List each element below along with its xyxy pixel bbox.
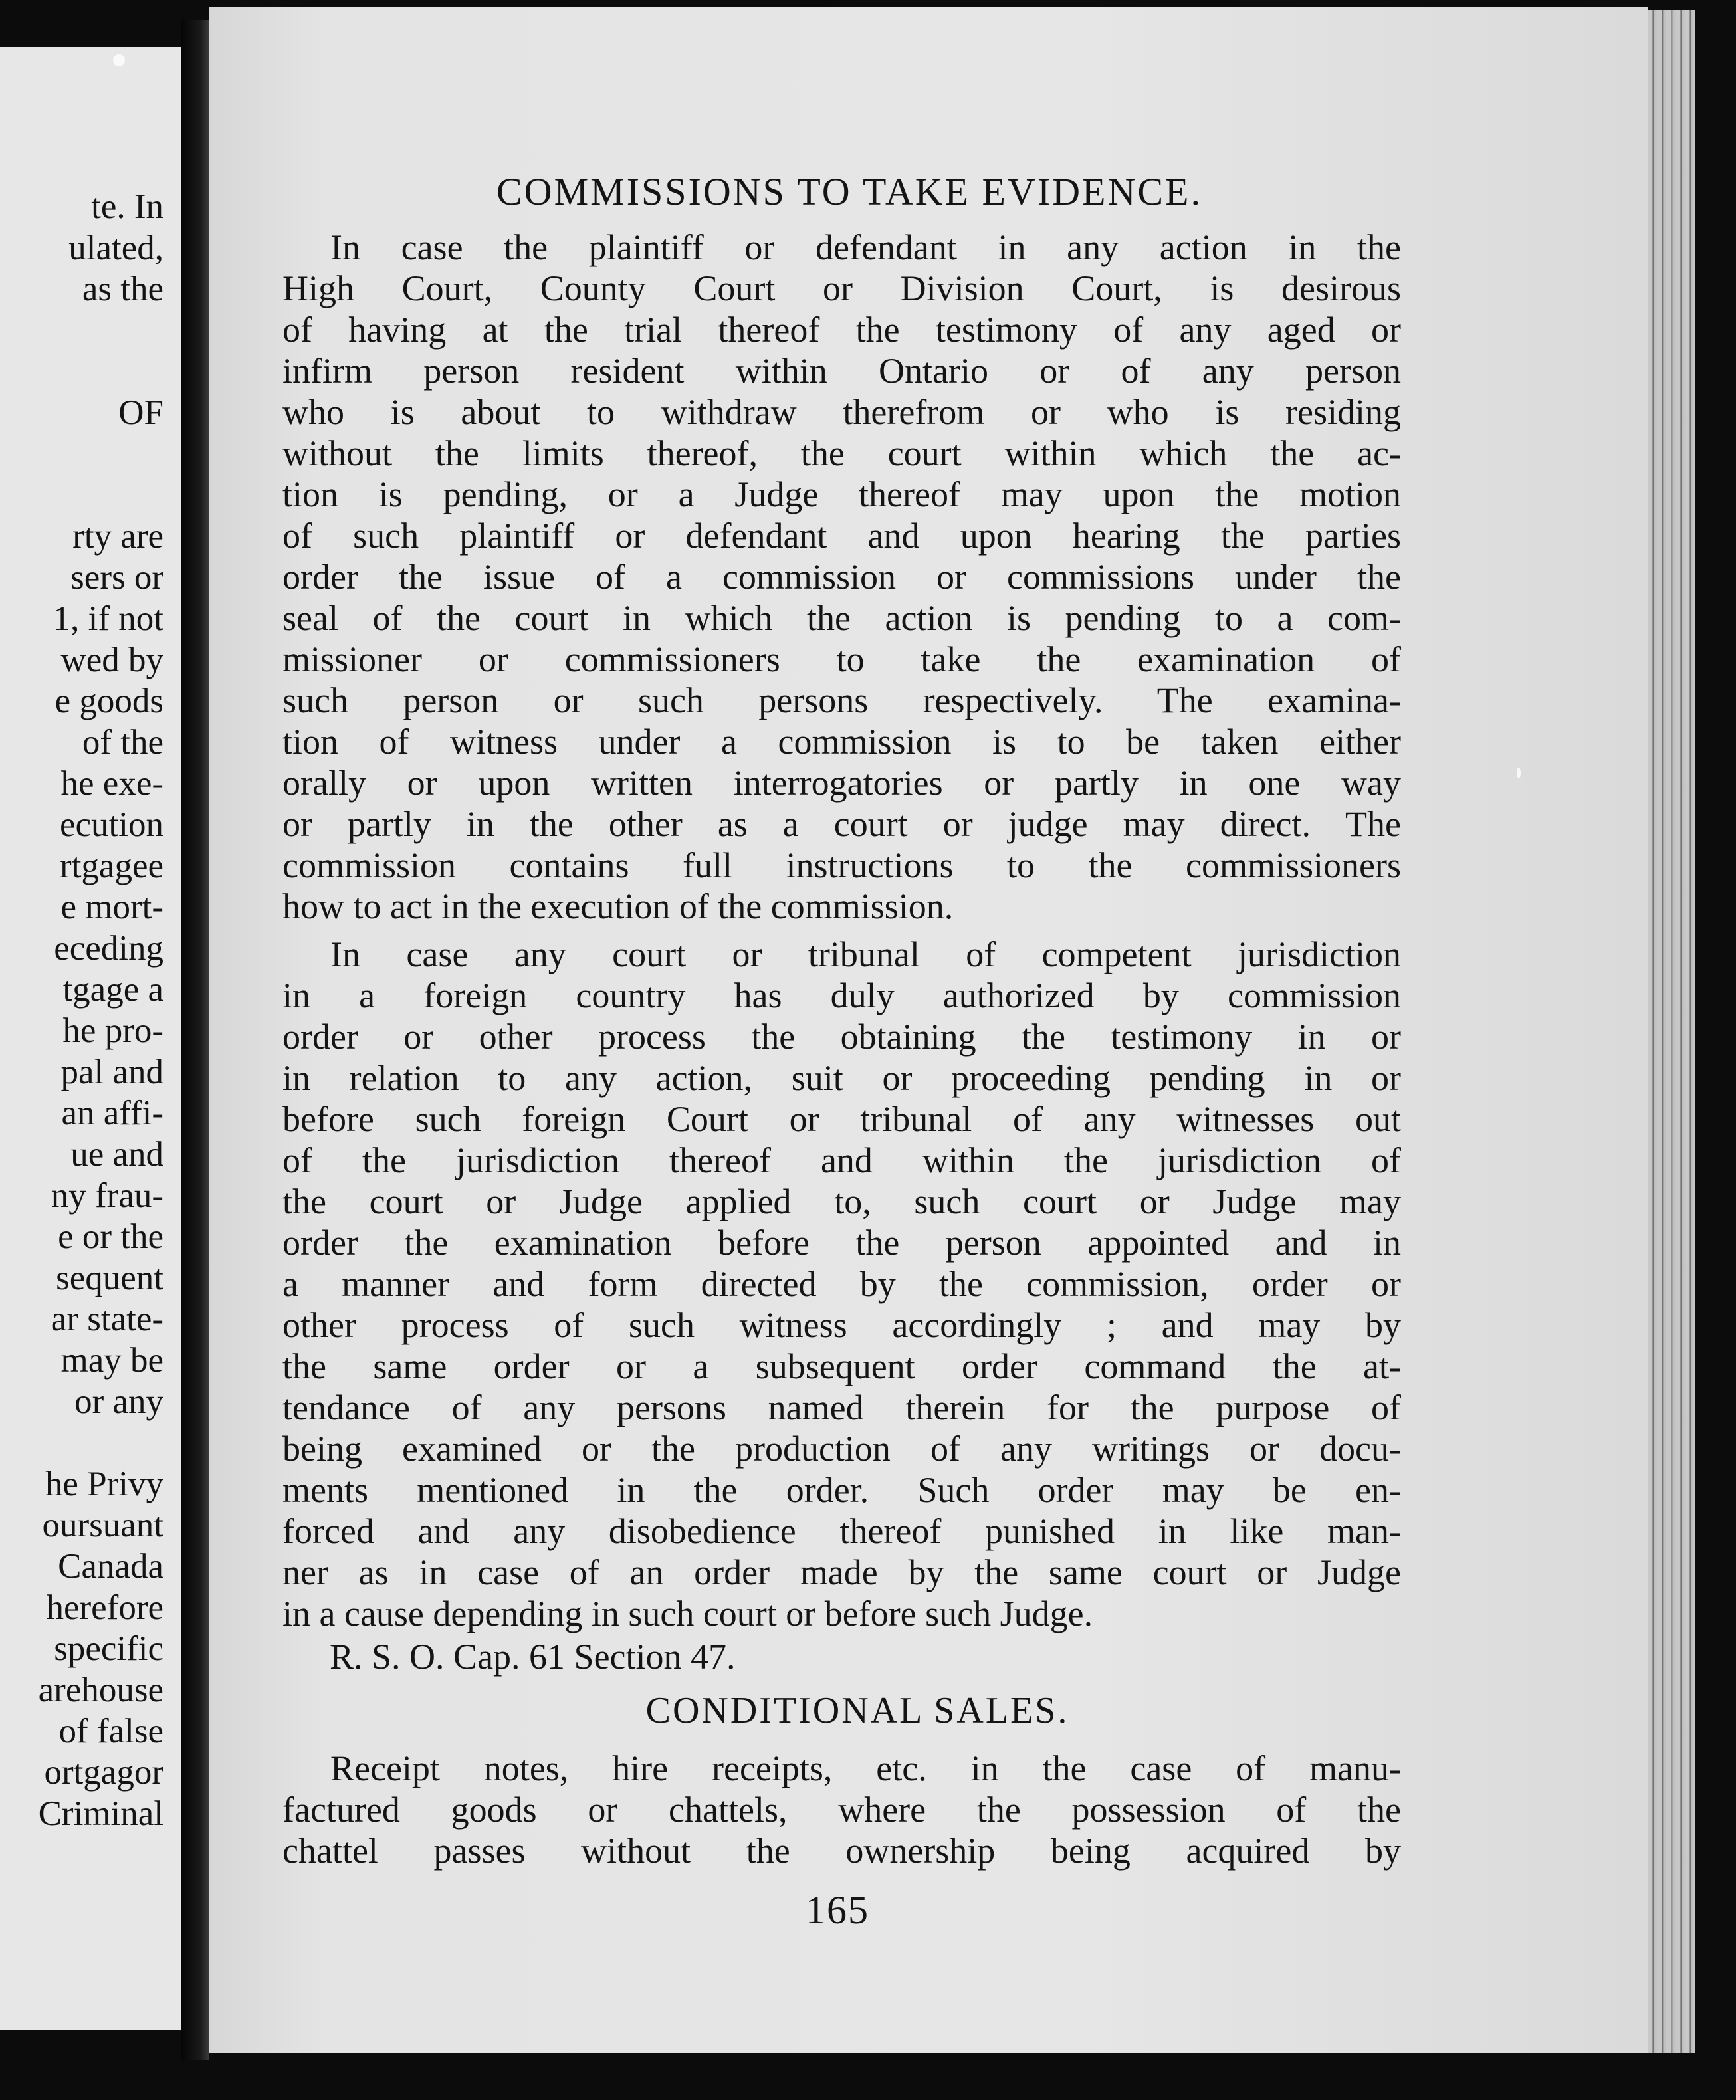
section-heading-conditional-sales: CONDITIONAL SALES. bbox=[645, 1690, 1069, 1731]
facing-page-line: te. In bbox=[91, 187, 163, 226]
text-line: of the jurisdiction thereof and within the jurisdiction of bbox=[282, 1140, 1401, 1180]
facing-page-line: as the bbox=[82, 270, 163, 308]
facing-page-line: of the bbox=[82, 723, 163, 762]
text-line: In case any court or tribunal of competent jurisdiction bbox=[330, 934, 1401, 974]
facing-page-line: tgage a bbox=[62, 970, 163, 1009]
facing-page-line: pal and bbox=[60, 1053, 163, 1091]
text-line: tendance of any persons named therein for the purpose of bbox=[282, 1388, 1401, 1427]
text-line: in a foreign country has duly authorized by commission bbox=[282, 976, 1401, 1015]
facing-page-line: or any bbox=[74, 1382, 163, 1421]
facing-page-line: rtgagee bbox=[60, 847, 163, 885]
text-line: in a cause depending in such court or before such Judge. bbox=[282, 1594, 1093, 1633]
facing-page-line: OF bbox=[118, 393, 163, 432]
text-line: commission contains full instructions to the commissioners bbox=[282, 845, 1401, 885]
text-line: tion is pending, or a Judge thereof may upon the motion bbox=[282, 474, 1401, 514]
text-line: how to act in the execution of the commission. bbox=[282, 887, 954, 926]
text-line: factured goods or chattels, where the possession of the bbox=[282, 1790, 1401, 1830]
text-line: without the limits thereof, the court within which the ac- bbox=[282, 433, 1401, 473]
facing-page-line: he Privy bbox=[45, 1465, 163, 1503]
text-line: order the issue of a commission or commissions under the bbox=[282, 557, 1401, 597]
page-number: 165 bbox=[806, 1888, 869, 1932]
facing-page-line: sers or bbox=[70, 558, 163, 597]
facing-page-line: of false bbox=[58, 1712, 163, 1750]
facing-page-line: Criminal bbox=[38, 1794, 163, 1833]
facing-page-line: specific bbox=[54, 1629, 163, 1668]
paragraph-commissions bbox=[282, 227, 1401, 927]
facing-page-line: an affi- bbox=[61, 1094, 163, 1132]
text-line: ments mentioned in the order. Such order may be en- bbox=[282, 1470, 1401, 1510]
facing-page-line: 1, if not bbox=[53, 599, 163, 638]
facing-page-line: ny frau- bbox=[51, 1176, 163, 1215]
text-line: who is about to withdraw therefrom or who is residing bbox=[282, 392, 1401, 432]
statute-citation: R. S. O. Cap. 61 Section 47. bbox=[330, 1637, 736, 1677]
facing-page-line: ortgagor bbox=[44, 1753, 163, 1792]
text-line: in relation to any action, suit or proceeding pending in or bbox=[282, 1058, 1401, 1098]
text-line: before such foreign Court or tribunal of any witnesses out bbox=[282, 1099, 1401, 1139]
facing-page-line: ue and bbox=[70, 1135, 163, 1174]
text-line: of having at the trial thereof the testimony of any aged or bbox=[282, 310, 1401, 350]
dust-speck bbox=[1517, 768, 1521, 778]
text-line: other process of such witness accordingly ; and may by bbox=[282, 1305, 1401, 1345]
text-line: infirm person resident within Ontario or of any person bbox=[282, 351, 1401, 391]
text-line: order the examination before the person appointed and in bbox=[282, 1223, 1401, 1263]
facing-page-line: e goods bbox=[54, 682, 163, 720]
facing-page-line: ulated, bbox=[68, 229, 163, 267]
text-line: tion of witness under a commission is to be taken either bbox=[282, 722, 1401, 762]
facing-page-line: eceding bbox=[54, 929, 163, 968]
text-line: such person or such persons respectively. The examina- bbox=[282, 681, 1401, 720]
paragraph-foreign-commissions bbox=[282, 934, 1401, 1634]
facing-page-line: arehouse bbox=[38, 1671, 163, 1709]
facing-page-line: wed by bbox=[60, 641, 163, 679]
text-line: of such plaintiff or defendant and upon hearing the parties bbox=[282, 516, 1401, 556]
facing-page-line: may be bbox=[60, 1341, 163, 1380]
text-line: the same order or a subsequent order command the at- bbox=[282, 1346, 1401, 1386]
facing-page-line: sequent bbox=[56, 1259, 163, 1297]
text-line: ner as in case of an order made by the same court or Judge bbox=[282, 1552, 1401, 1592]
text-line: Receipt notes, hire receipts, etc. in the case of manu- bbox=[330, 1748, 1401, 1788]
text-line: missioner or commissioners to take the examination of bbox=[282, 639, 1401, 679]
facing-page-line: he exe- bbox=[60, 764, 163, 803]
text-line: seal of the court in which the action is pending to a com- bbox=[282, 598, 1401, 638]
book-gutter bbox=[181, 20, 209, 2060]
text-line: In case the plaintiff or defendant in any action in the bbox=[330, 227, 1401, 267]
text-line: High Court, County Court or Division Court, is desirous bbox=[282, 268, 1401, 308]
section-heading: COMMISSIONS TO TAKE EVIDENCE. bbox=[496, 170, 1202, 213]
facing-page-line: rty are bbox=[72, 517, 163, 556]
page-edges bbox=[1648, 10, 1695, 2053]
facing-page-line: ecution bbox=[60, 805, 163, 844]
paragraph-conditional-sales bbox=[282, 1748, 1401, 1871]
facing-page-line: oursuant bbox=[42, 1506, 163, 1544]
text-line: being examined or the production of any writings or docu- bbox=[282, 1429, 1401, 1469]
text-line: orally or upon written interrogatories or partly in one way bbox=[282, 763, 1401, 803]
facing-page-fragment bbox=[0, 47, 181, 2030]
facing-page-line: e mort- bbox=[60, 888, 163, 926]
text-line: chattel passes without the ownership being acquired by bbox=[282, 1831, 1401, 1871]
text-line: or partly in the other as a court or judge may direct. The bbox=[282, 804, 1401, 844]
facing-page-line: he pro- bbox=[62, 1011, 163, 1050]
text-line: the court or Judge applied to, such court or Judge may bbox=[282, 1182, 1401, 1221]
facing-page-line: ar state- bbox=[51, 1300, 163, 1338]
text-line: order or other process the obtaining the testimony in or bbox=[282, 1017, 1401, 1057]
text-line: a manner and form directed by the commission, order or bbox=[282, 1264, 1401, 1304]
facing-page-line: e or the bbox=[58, 1217, 163, 1256]
text-line: forced and any disobedience thereof punished in like man- bbox=[282, 1511, 1401, 1551]
facing-page-line: herefore bbox=[46, 1588, 163, 1627]
facing-page-line: Canada bbox=[58, 1547, 163, 1586]
dust-speck bbox=[113, 54, 125, 66]
